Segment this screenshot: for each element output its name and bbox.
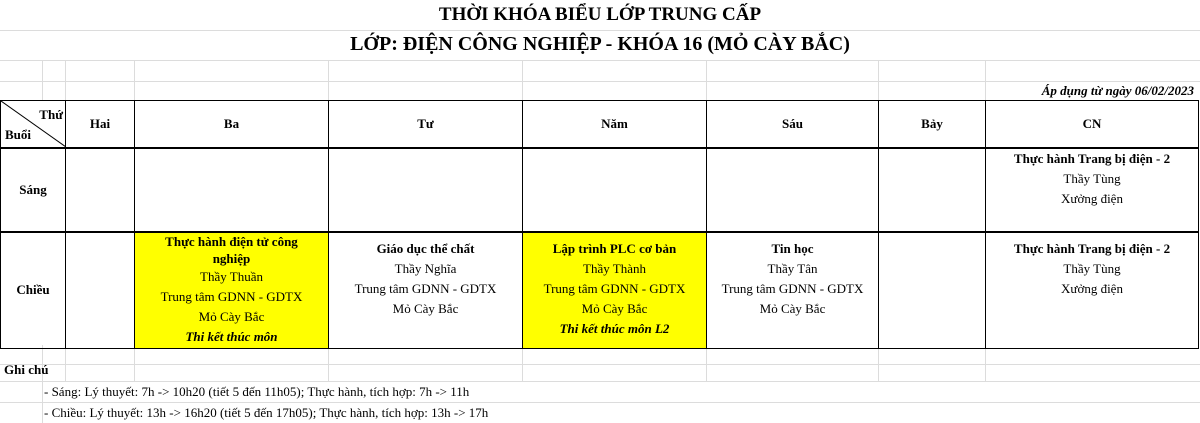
day-header-hai: Hai [66,101,135,149]
location: Trung tâm GDNN - GDTX [160,289,303,305]
cell-afternoon-cn [986,232,1199,348]
cell-morning-hai [66,148,135,232]
teacher: Thầy Tùng [1063,171,1121,186]
subject: Lập trình PLC cơ bản [552,241,677,256]
teacher: Thầy Tân [767,261,818,276]
cell-morning-nam [523,148,707,232]
note-afternoon: - Chiều: Lý thuyết: 13h -> 16h20 (tiết 5 đến 17h05); Thực hành, tích hợp: 13h -> 17h [44,405,489,420]
note-morning: - Sáng: Lý thuyết: 7h -> 10h20 (tiết 5 đến 11h05); Thực hành, tích hợp: 7h -> 11h [44,384,470,399]
class-title: LỚP: ĐIỆN CÔNG NGHIỆP - KHÓA 16 (MỎ CÀY BẮC) [350,33,850,55]
cell-morning-ba [135,148,329,232]
cell-morning-sau [707,148,879,232]
timetable [0,100,1199,349]
cell-morning-cn [986,148,1199,232]
page-title: THỜI KHÓA BIỂU LỚP TRUNG CẤP [438,4,762,25]
cell-afternoon-ba [135,232,329,348]
teacher: Thầy Tùng [1063,261,1121,276]
teacher: Thầy Thuần [200,269,263,285]
exam-note: Thi kết thúc môn [185,329,278,345]
day-header-sau: Sáu [707,101,879,149]
teacher: Thầy Nghĩa [394,261,457,276]
day-header-nam: Năm [523,101,707,149]
session-axis-label: Buổi [5,127,32,142]
location-detail: Mỏ Cày Bắc [581,301,648,316]
location-detail: Mỏ Cày Bắc [759,301,826,316]
cell-morning-tu [329,148,523,232]
teacher: Thầy Thành [583,261,646,276]
day-header-tu: Tư [329,101,523,149]
cell-afternoon-bay [879,232,986,348]
day-header-ba: Ba [135,101,329,149]
location: Trung tâm GDNN - GDTX [543,281,686,296]
session-label-afternoon: Chiều [1,232,66,348]
header-row [1,101,1199,149]
location-detail: Mỏ Cày Bắc [392,301,459,316]
notes-title: Ghi chú [4,362,49,377]
exam-note: Thi kết thúc môn L2 [559,321,670,336]
subject: Tin học [771,241,814,256]
session-label-morning: Sáng [1,148,66,232]
applied-date: Áp dụng từ ngày 06/02/2023 [1041,83,1194,98]
day-header-cn: CN [986,101,1199,149]
subject: Thực hành điện tử công nghiệp [165,234,298,267]
cell-afternoon-tu [329,232,523,348]
morning-row [1,148,1199,232]
location: Trung tâm GDNN - GDTX [721,281,864,296]
location: Xưởng điện [1061,281,1123,296]
cell-morning-bay [879,148,986,232]
subject: Giáo dục thể chất [376,241,475,256]
location: Trung tâm GDNN - GDTX [354,281,497,296]
cell-afternoon-nam [523,232,707,348]
day-axis-label: Thứ [39,107,63,122]
corner-cell [1,101,66,149]
cell-afternoon-sau [707,232,879,348]
location-detail: Mỏ Cày Bắc [198,309,265,325]
subject: Thực hành Trang bị điện - 2 [1013,151,1171,166]
day-header-bay: Bảy [879,101,986,149]
afternoon-row [1,232,1199,348]
location: Xưởng điện [1061,191,1123,206]
cell-afternoon-hai [66,232,135,348]
subject: Thực hành Trang bị điện - 2 [1013,241,1171,256]
